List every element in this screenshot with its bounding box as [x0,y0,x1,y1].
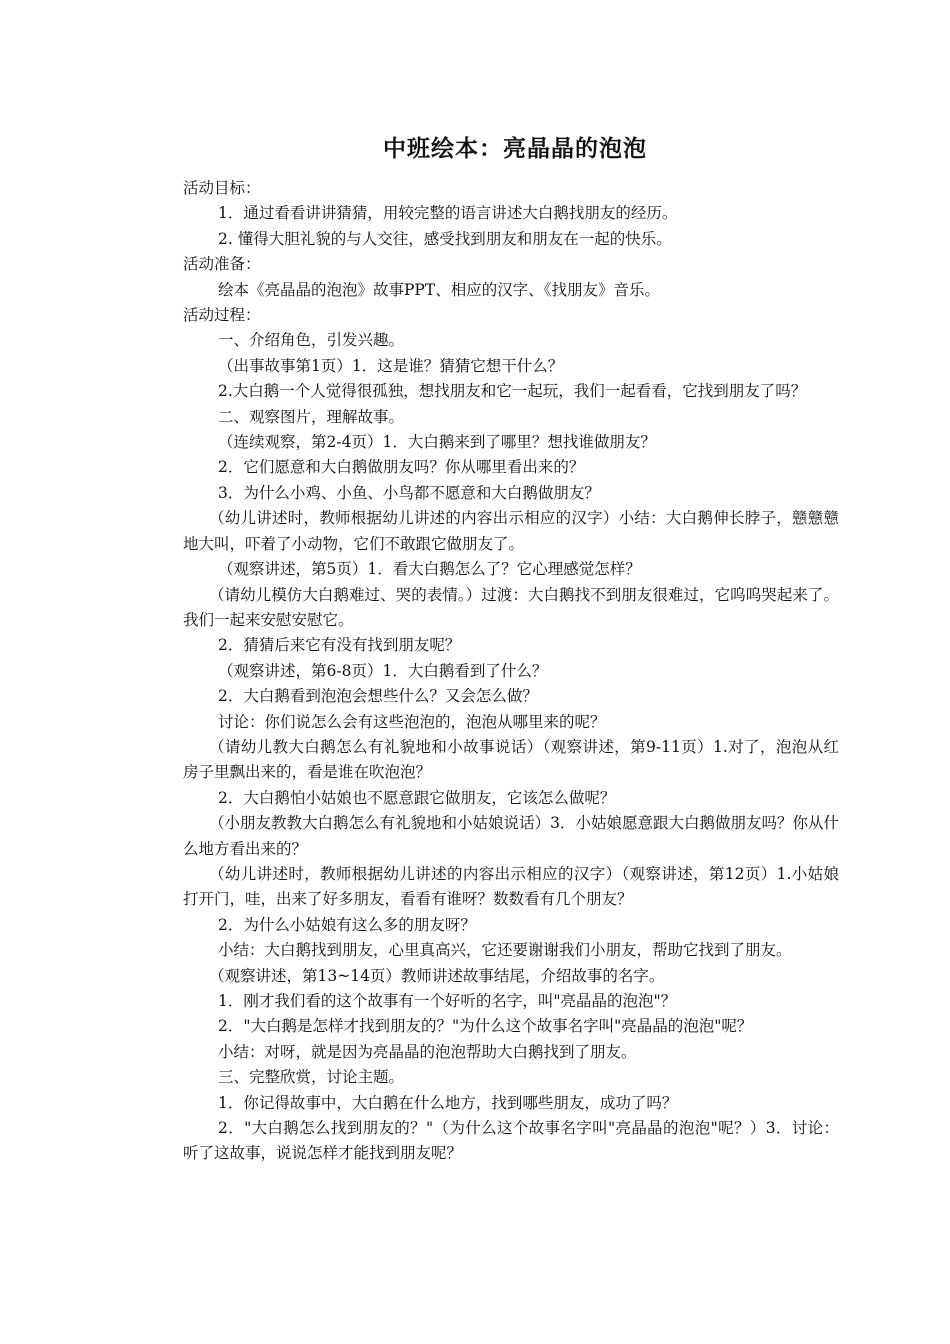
paragraph: 2．"大白鹅怎么找到朋友的？"（为什么这个故事名字叫"亮晶晶的泡泡"呢？）3．讨论：听了这故事，说说怎样才能找到朋友呢？ [183,1119,839,1163]
paragraph: 三、完整欣赏，讨论主题。 [218,1068,405,1087]
paragraph: 2．猜猜后来它有没有找到朋友呢？ [218,636,461,655]
paragraph: 2．为什么小姑娘有这么多的朋友呀？ [218,915,476,934]
paragraph: 二、观察图片，理解故事。 [218,407,405,426]
paragraph: （请幼儿模仿大白鹅难过、哭的表情。）过渡：大白鹅找不到朋友很难过，它呜呜哭起来了。我们一起来安慰安慰它。 [183,585,839,629]
paragraph: （观察讲述，第5页）1．看大白鹅怎么了？它心理感觉怎样？ [218,560,641,579]
paragraph: 小结：大白鹅找到朋友，心里真高兴，它还要谢谢我们小朋友，帮助它找到了朋友。 [218,941,792,960]
paragraph: 1．通过看看讲讲猜猜，用较完整的语言讲述大白鹅找朋友的经历。 [218,204,678,223]
paragraph: （出事故事第1页）1．这是谁？猜猜它想干什么？ [218,356,564,375]
paragraph: （连续观察，第2-4页）1．大白鹅来到了哪里？想找谁做朋友？ [218,433,656,452]
paragraph: 一、介绍角色，引发兴趣。 [218,331,405,350]
document-body [183,176,839,1167]
paragraph: 绘本《亮晶晶的泡泡》故事PPT、相应的汉字、《找朋友》音乐。 [218,280,660,299]
paragraph: 1．你记得故事中，大白鹅在什么地方，找到哪些朋友，成功了吗？ [218,1093,678,1112]
paragraph: （请幼儿教大白鹅怎么有礼貌地和小故事说话）（观察讲述，第9-11页）1.对了，泡泡从红房子里飘出来的，看是谁在吹泡泡？ [183,737,839,782]
paragraph: 1．刚才我们看的这个故事有一个好听的名字，叫"亮晶晶的泡泡"？ [218,992,677,1010]
paragraph: （小朋友教教大白鹅怎么有礼貌地和小姑娘说话）3．小姑娘愿意跟大白鹅做朋友吗？你从什么地方看出来的？ [183,814,839,858]
paragraph: 2．"大白鹅是怎样才找到朋友的？"为什么这个故事名字叫"亮晶晶的泡泡"呢？ [218,1017,753,1036]
paragraph: （观察讲述，第6-8页）1．大白鹅看到了什么？ [218,661,548,680]
paragraph: 2.大白鹅一个人觉得很孤独，想找朋友和它一起玩，我们一起看看，它找到朋友了吗？ [218,382,807,401]
page-title: 中班绘本：亮晶晶的泡泡 [383,136,647,162]
paragraph: （观察讲述，第13~14页）教师讲述故事结尾，介绍故事的名字。 [209,966,665,985]
paragraph: 3．为什么小鸡、小鱼、小鸟都不愿意和大白鹅做朋友？ [218,483,600,502]
section-heading-process: 活动过程： [183,306,261,325]
paragraph: 2．大白鹅看到泡泡会想些什么？又会怎么做？ [218,687,538,706]
paragraph: （幼儿讲述时，教师根据幼儿讲述的内容出示相应的汉字）（观察讲述，第12页）1.小姑娘打开门，哇，出来了好多朋友，看看有谁呀？数数看有几个朋友？ [183,864,839,909]
paragraph: （幼儿讲述时，教师根据幼儿讲述的内容出示相应的汉字）小结：大白鹅伸长脖子，戆戆戆地大叫，吓着了小动物，它们不敢跟它做朋友了。 [183,509,839,553]
paragraph: 小结：对呀，就是因为亮晶晶的泡泡帮助大白鹅找到了朋友。 [218,1042,637,1061]
paragraph: 讨论：你们说怎么会有这些泡泡的，泡泡从哪里来的呢？ [218,712,606,731]
section-heading-goals: 活动目标： [183,179,261,197]
section-heading-preparation: 活动准备： [183,255,261,274]
paragraph: 2．大白鹅怕小姑娘也不愿意跟它做朋友，它该怎么做呢？ [218,788,616,807]
paragraph: 2. 懂得大胆礼貌的与人交往，感受找到朋友和朋友在一起的快乐。 [218,229,672,248]
paragraph: 2．它们愿意和大白鹅做朋友吗？你从哪里看出来的？ [218,458,585,477]
